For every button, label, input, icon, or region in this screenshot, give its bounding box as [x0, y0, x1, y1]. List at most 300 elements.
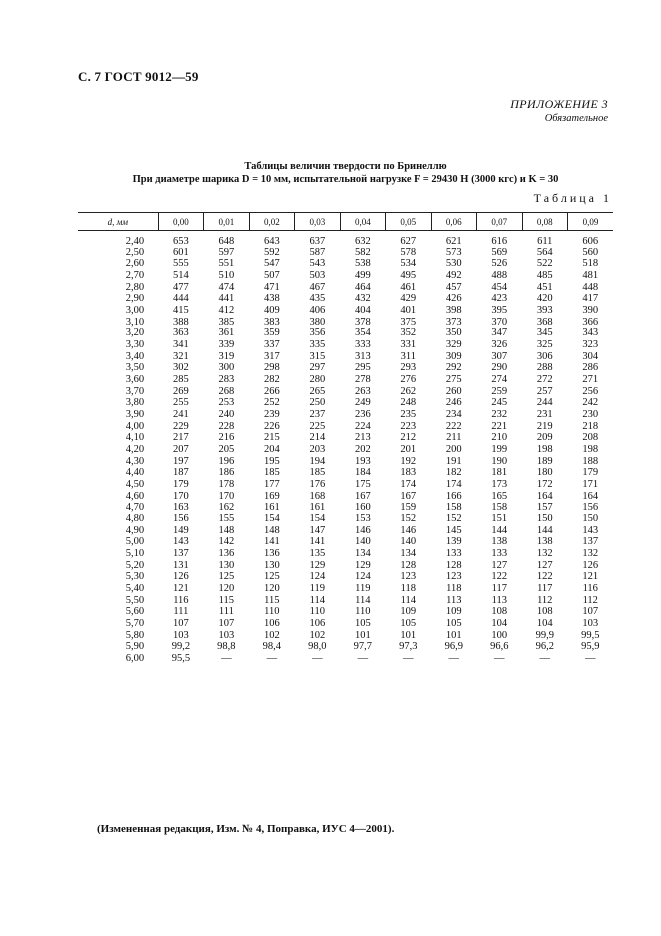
hardness-cell: 95,5	[171, 652, 191, 664]
row-diameter-cell: 5,60	[125, 605, 145, 617]
row-diameter-cell: 3,50	[125, 362, 145, 374]
hardness-cell: 272	[536, 374, 553, 386]
hardness-cell: 156	[582, 501, 599, 513]
hardness-cell: 101	[445, 629, 462, 641]
hardness-cell: 477	[173, 281, 189, 293]
hardness-cell: 555	[173, 257, 189, 269]
hardness-cell: 218	[582, 420, 599, 432]
hardness-cell: 102	[309, 629, 326, 641]
hardness-cell: 125	[218, 571, 235, 583]
hardness-cell: 165	[491, 490, 508, 502]
hardness-cell: 263	[354, 386, 371, 398]
hardness-cell: 321	[173, 351, 189, 363]
hardness-cell: 108	[491, 605, 508, 617]
table-row	[78, 572, 613, 583]
hardness-cell: 560	[582, 246, 599, 258]
hardness-cell: 124	[309, 571, 326, 583]
row-diameter-cell: 2,70	[125, 269, 145, 281]
hardness-cell: 129	[309, 560, 326, 572]
table-row	[78, 561, 613, 572]
hardness-cell: 319	[218, 351, 235, 363]
hardness-cell: 295	[354, 362, 371, 374]
table-row	[78, 363, 613, 374]
hardness-cell: 128	[400, 560, 417, 572]
hardness-cell: 138	[491, 536, 508, 548]
hardness-cell: 370	[491, 316, 508, 328]
hardness-cell: —	[539, 652, 550, 664]
row-diameter-cell: 2,50	[125, 246, 145, 258]
hardness-cell: 111	[218, 605, 234, 617]
hardness-cell: 136	[263, 548, 280, 560]
hardness-cell: 158	[491, 501, 508, 513]
row-diameter-cell: 4,20	[125, 443, 145, 455]
hardness-cell: 189	[536, 455, 553, 467]
hardness-cell: 341	[173, 339, 189, 351]
hardness-cell: 488	[491, 269, 508, 281]
hardness-cell: 232	[491, 409, 508, 421]
hardness-cell: 136	[218, 548, 235, 560]
hardness-cell: 113	[491, 595, 507, 607]
hardness-cell: 256	[582, 386, 599, 398]
hardness-cell: 224	[354, 420, 371, 432]
row-diameter-cell: 2,40	[125, 236, 145, 247]
hardness-cell: 154	[263, 513, 280, 525]
hardness-cell: 429	[400, 292, 417, 304]
hardness-cell: 144	[536, 525, 553, 537]
hardness-cell: 144	[491, 525, 508, 537]
hardness-cell: 627	[400, 236, 417, 247]
hardness-cell: 164	[536, 490, 553, 502]
hardness-cell: 611	[537, 236, 553, 247]
hardness-cell: 114	[309, 595, 326, 607]
hardness-cell: 159	[400, 501, 417, 513]
hardness-cell: 133	[445, 548, 462, 560]
hardness-cell: 101	[400, 629, 417, 641]
table-row	[78, 631, 613, 642]
hardness-cell: 109	[445, 605, 462, 617]
hardness-cell: 174	[445, 478, 462, 490]
hardness-cell: 148	[218, 525, 235, 537]
hardness-cell: 298	[263, 362, 280, 374]
hardness-cell: 116	[173, 595, 189, 607]
hardness-cell: 118	[446, 583, 462, 595]
hardness-cell: 329	[445, 339, 462, 351]
table-title-line-2: При диаметре шарика D = 10 мм, испытательной нагрузке F = 29430 Н (3000 кгс) и K = 30	[132, 174, 559, 185]
hardness-cell: 106	[309, 617, 326, 629]
column-header: 0,06	[431, 213, 476, 231]
row-diameter-cell: 4,60	[125, 490, 145, 502]
hardness-cell: 621	[445, 236, 462, 247]
hardness-cell: 96,2	[535, 640, 554, 652]
hardness-cell: 225	[309, 420, 326, 432]
hardness-cell: 368	[536, 316, 553, 328]
hardness-cell: 96,6	[490, 640, 509, 652]
hardness-cell: 150	[582, 513, 599, 525]
hardness-cell: 195	[263, 455, 280, 467]
hardness-cell: 190	[491, 455, 508, 467]
hardness-cell: 325	[536, 339, 553, 351]
hardness-cell: 280	[309, 374, 326, 386]
hardness-cell: 323	[582, 339, 599, 351]
hardness-cell: 142	[218, 536, 235, 548]
hardness-cell: 242	[582, 397, 599, 409]
hardness-cell: 134	[400, 548, 417, 560]
hardness-cell: 112	[537, 595, 553, 607]
hardness-cell: 534	[400, 257, 417, 269]
hardness-cell: 366	[582, 316, 599, 328]
hardness-cell: 143	[582, 525, 599, 537]
hardness-cell: 653	[173, 236, 189, 247]
hardness-cell: 278	[354, 374, 371, 386]
hardness-cell: 162	[218, 501, 235, 513]
hardness-cell: 152	[400, 513, 417, 525]
hardness-cell: 177	[263, 478, 280, 490]
hardness-cell: 300	[218, 362, 235, 374]
table-row	[78, 583, 613, 596]
hardness-cell: 141	[309, 536, 326, 548]
hardness-cell: 210	[491, 431, 508, 443]
hardness-cell: 98,0	[308, 640, 327, 652]
hardness-cell: 99,9	[535, 629, 554, 641]
table-row	[78, 398, 613, 409]
column-header: 0,01	[204, 213, 249, 231]
hardness-cell: 131	[173, 560, 189, 572]
hardness-cell: 464	[354, 281, 371, 293]
hardness-cell: 217	[173, 431, 189, 443]
hardness-cell: 395	[491, 304, 508, 316]
hardness-cell: 335	[309, 339, 326, 351]
hardness-cell: 113	[446, 595, 462, 607]
hardness-cell: 125	[263, 571, 280, 583]
hardness-cell: 164	[582, 490, 599, 502]
hardness-cell: 146	[400, 525, 417, 537]
hardness-cell: 231	[536, 409, 553, 421]
row-diameter-cell: 5,80	[125, 629, 145, 641]
hardness-cell: 152	[445, 513, 462, 525]
hardness-cell: 98,4	[262, 640, 282, 652]
table-row	[78, 492, 613, 503]
row-diameter-cell: 5,30	[125, 571, 145, 583]
table-row	[78, 328, 613, 339]
hardness-cell: 337	[263, 339, 280, 351]
hardness-cell: 474	[218, 281, 235, 293]
hardness-cell: 104	[491, 617, 508, 629]
hardness-cell: 359	[263, 327, 280, 339]
hardness-cell: 205	[218, 443, 235, 455]
hardness-cell: 128	[445, 560, 462, 572]
hardness-cell: 148	[263, 525, 280, 537]
hardness-cell: 510	[218, 269, 235, 281]
hardness-cell: 149	[173, 525, 189, 537]
hardness-cell: 441	[218, 292, 235, 304]
hardness-cell: 119	[309, 583, 326, 595]
hardness-cell: 179	[582, 466, 599, 478]
hardness-cell: —	[585, 652, 596, 664]
hardness-cell: 350	[445, 327, 462, 339]
column-header: 0,05	[386, 213, 431, 231]
table-row	[78, 259, 613, 270]
hardness-cell: 404	[354, 304, 371, 316]
hardness-cell: 96,9	[444, 640, 463, 652]
row-diameter-cell: 5,70	[125, 617, 145, 629]
hardness-cell: 398	[445, 304, 462, 316]
hardness-cell: 262	[400, 386, 417, 398]
hardness-cell: 115	[218, 595, 235, 607]
hardness-cell: 578	[400, 246, 417, 258]
hardness-cell: 221	[491, 420, 508, 432]
hardness-cell: 107	[582, 605, 599, 617]
hardness-cell: 244	[536, 397, 553, 409]
hardness-cell: 347	[491, 327, 508, 339]
table-title-line-1: Таблицы величин твердости по Бринеллю	[244, 161, 447, 172]
row-diameter-cell: 3,90	[125, 409, 145, 421]
table-row	[78, 339, 613, 352]
row-diameter-cell: 5,40	[125, 583, 145, 595]
hardness-cell: 105	[354, 617, 371, 629]
table-row	[78, 513, 613, 526]
hardness-cell: 246	[445, 397, 462, 409]
hardness-cell: 201	[400, 443, 417, 455]
hardness-cell: 127	[536, 560, 553, 572]
hardness-cell: 245	[491, 397, 508, 409]
hardness-cell: 333	[354, 339, 371, 351]
hardness-cell: 592	[263, 246, 280, 258]
hardness-cell: 158	[445, 501, 462, 513]
table-row	[78, 596, 613, 607]
hardness-cell: 276	[400, 374, 417, 386]
hardness-cell: 485	[536, 269, 553, 281]
hardness-cell: 199	[491, 443, 508, 455]
hardness-cell: 237	[309, 409, 326, 421]
hardness-cell: 123	[400, 571, 417, 583]
hardness-cell: 213	[354, 431, 371, 443]
hardness-cell: 141	[263, 536, 280, 548]
hardness-cell: 192	[400, 455, 417, 467]
hardness-cell: 309	[445, 351, 462, 363]
hardness-cell: 110	[264, 605, 280, 617]
hardness-cell: 187	[173, 466, 189, 478]
hardness-cell: 182	[445, 466, 462, 478]
hardness-cell: 105	[400, 617, 417, 629]
hardness-cell: 167	[400, 490, 417, 502]
hardness-cell: 174	[400, 478, 417, 490]
row-diameter-cell: 5,10	[125, 548, 145, 560]
hardness-cell: 118	[400, 583, 416, 595]
hardness-cell: 204	[263, 443, 280, 455]
hardness-cell: 95,9	[581, 640, 600, 652]
hardness-cell: 543	[309, 257, 326, 269]
column-header: 0,08	[522, 213, 567, 231]
hardness-cell: 154	[309, 513, 326, 525]
hardness-cell: 393	[536, 304, 553, 316]
hardness-cell: 185	[263, 466, 280, 478]
hardness-cell: 275	[445, 374, 462, 386]
hardness-cell: —	[266, 652, 278, 664]
hardness-cell: 643	[263, 236, 280, 247]
hardness-cell: 259	[491, 386, 508, 398]
hardness-cell: 239	[263, 409, 280, 421]
hardness-cell: 185	[309, 466, 326, 478]
hardness-cell: 252	[263, 397, 280, 409]
row-diameter-cell: 2,90	[125, 292, 145, 304]
hardness-cell: 122	[536, 571, 553, 583]
hardness-cell: 257	[536, 386, 553, 398]
hardness-cell: 103	[218, 629, 235, 641]
table-row	[78, 374, 613, 387]
hardness-cell: 151	[491, 513, 508, 525]
hardness-cell: 363	[173, 327, 189, 339]
hardness-cell: 212	[400, 431, 417, 443]
hardness-cell: 219	[536, 420, 553, 432]
row-diameter-cell: 5,50	[125, 595, 145, 607]
hardness-cell: 180	[536, 466, 553, 478]
hardness-cell: 406	[309, 304, 326, 316]
table-row	[78, 642, 613, 653]
hardness-cell: 171	[582, 478, 599, 490]
hardness-cell: 167	[354, 490, 371, 502]
hardness-cell: 451	[536, 281, 553, 293]
row-diameter-cell: 3,60	[125, 374, 145, 386]
hardness-cell: —	[221, 652, 232, 664]
hardness-cell: 137	[173, 548, 189, 560]
hardness-cell: 97,3	[399, 640, 418, 652]
hardness-cell: 249	[354, 397, 371, 409]
table-row	[78, 444, 613, 457]
hardness-cell: 133	[491, 548, 508, 560]
table-header-row	[78, 213, 613, 231]
table-row	[78, 387, 613, 398]
hardness-cell: 304	[582, 351, 599, 363]
hardness-cell: 292	[445, 362, 462, 374]
hardness-cell: 339	[218, 339, 235, 351]
hardness-cell: 288	[536, 362, 553, 374]
hardness-cell: 526	[491, 257, 508, 269]
hardness-cell: 409	[263, 304, 280, 316]
appendix-subtitle: Обязательное	[544, 113, 608, 124]
hardness-cell: 119	[355, 583, 371, 595]
page-header: С. 7 ГОСТ 9012—59	[78, 69, 199, 84]
table-row	[78, 248, 613, 259]
hardness-cell: 438	[263, 292, 280, 304]
hardness-cell: —	[403, 652, 414, 664]
hardness-cell: 117	[537, 583, 553, 595]
hardness-cell: 385	[218, 316, 235, 328]
hardness-cell: 120	[218, 583, 235, 595]
hardness-cell: 129	[354, 560, 371, 572]
hardness-cell: 140	[354, 536, 371, 548]
hardness-cell: 170	[218, 490, 235, 502]
hardness-cell: 390	[582, 304, 599, 316]
hardness-cell: 265	[309, 386, 326, 398]
row-diameter-cell: 3,20	[125, 327, 145, 339]
hardness-cell: 134	[354, 548, 371, 560]
hardness-cell: 132	[536, 548, 553, 560]
hardness-cell: 104	[536, 617, 553, 629]
table-row	[78, 433, 613, 444]
hardness-cell: 102	[263, 629, 280, 641]
hardness-cell: 286	[582, 362, 599, 374]
hardness-cell: 375	[400, 316, 417, 328]
hardness-cell: 153	[354, 513, 371, 525]
table-row	[78, 409, 613, 422]
hardness-cell: 216	[218, 431, 235, 443]
hardness-cell: 150	[536, 513, 553, 525]
hardness-cell: 130	[263, 560, 280, 572]
hardness-cell: 271	[582, 374, 599, 386]
hardness-cell: 107	[218, 617, 235, 629]
column-header: 0,09	[568, 213, 614, 231]
hardness-cell: 317	[263, 351, 280, 363]
table-row	[78, 468, 613, 479]
column-header-d: d, мм	[78, 213, 158, 231]
hardness-cell: 161	[263, 501, 280, 513]
hardness-cell: 269	[173, 386, 189, 398]
hardness-cell: 253	[218, 397, 235, 409]
hardness-cell: 99,5	[581, 629, 600, 641]
hardness-cell: 454	[491, 281, 508, 293]
hardness-cell: 211	[446, 431, 462, 443]
row-diameter-cell: 4,90	[125, 525, 145, 537]
hardness-cell: 481	[582, 269, 599, 281]
hardness-cell: 147	[309, 525, 326, 537]
table-body	[78, 231, 613, 666]
hardness-cell: 137	[582, 536, 599, 548]
hardness-cell: 648	[218, 236, 235, 247]
hardness-cell: 326	[491, 339, 508, 351]
table-row	[78, 526, 613, 537]
hardness-cell: 471	[263, 281, 280, 293]
hardness-cell: 226	[263, 420, 280, 432]
table-row	[78, 653, 613, 666]
hardness-cell: 156	[173, 513, 189, 525]
hardness-cell: 108	[536, 605, 553, 617]
hardness-cell: 214	[309, 431, 326, 443]
hardness-cell: 120	[263, 583, 280, 595]
hardness-cell: 107	[173, 617, 189, 629]
hardness-cell: 191	[445, 455, 462, 467]
hardness-cell: 492	[445, 269, 462, 281]
hardness-cell: 417	[582, 292, 599, 304]
row-diameter-cell: 4,00	[125, 420, 145, 432]
hardness-cell: 100	[491, 629, 508, 641]
hardness-cell: 503	[309, 269, 326, 281]
hardness-cell: 313	[354, 351, 371, 363]
hardness-cell: 495	[400, 269, 417, 281]
hardness-cell: 268	[218, 386, 235, 398]
row-diameter-cell: 2,60	[125, 257, 145, 269]
hardness-cell: 155	[218, 513, 235, 525]
hardness-cell: 432	[354, 292, 371, 304]
row-diameter-cell: 3,80	[125, 397, 145, 409]
column-header: 0,07	[477, 213, 522, 231]
hardness-cell: 293	[400, 362, 417, 374]
hardness-cell: 170	[173, 490, 189, 502]
hardness-cell: 234	[445, 409, 462, 421]
hardness-cell: 109	[400, 605, 417, 617]
hardness-cell: 196	[218, 455, 235, 467]
hardness-cell: 193	[354, 455, 371, 467]
hardness-cell: 126	[582, 560, 599, 572]
hardness-cell: 179	[173, 478, 189, 490]
hardness-cell: 307	[491, 351, 508, 363]
hardness-cell: 297	[309, 362, 326, 374]
hardness-cell: 518	[582, 257, 599, 269]
hardness-cell: 461	[400, 281, 417, 293]
table-label: Таблица 1	[533, 191, 612, 205]
hardness-cell: 130	[218, 560, 235, 572]
hardness-cell: 123	[445, 571, 462, 583]
hardness-cell: 114	[355, 595, 371, 607]
